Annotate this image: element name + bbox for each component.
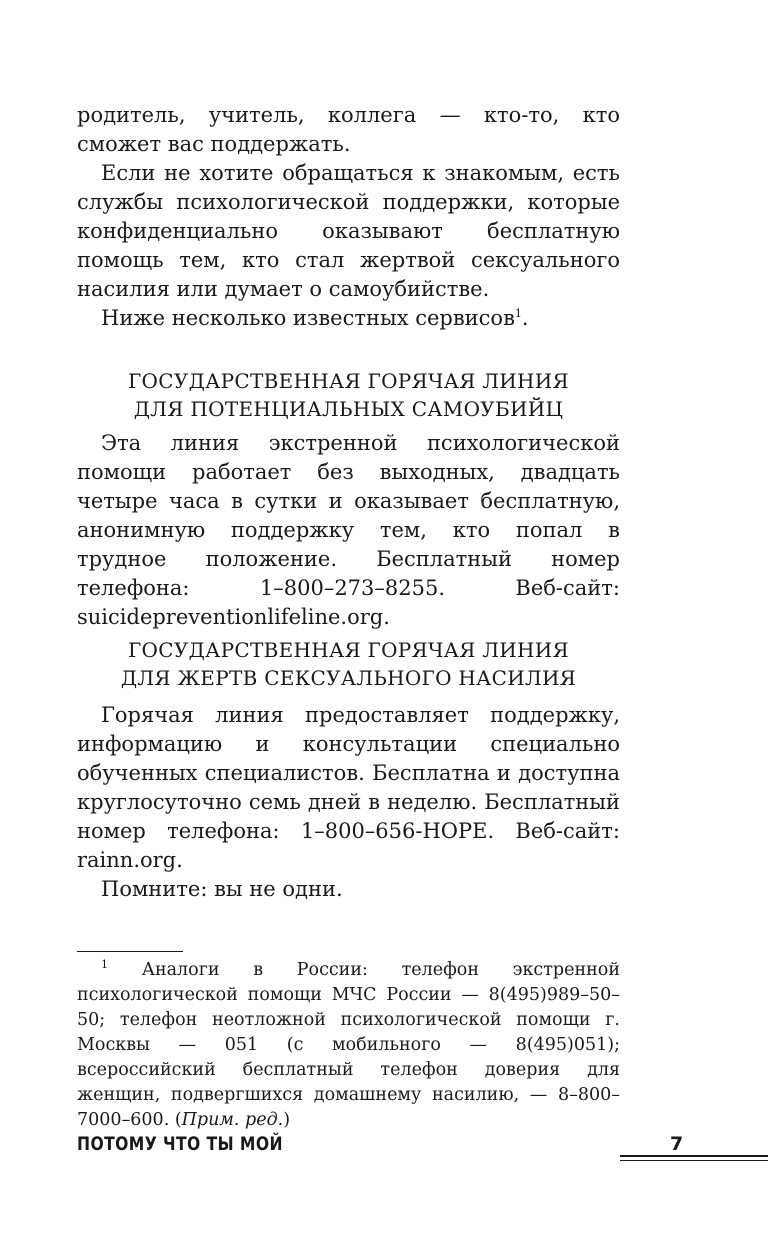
section-1-heading-line-2: ДЛЯ ПОТЕНЦИАЛЬНЫХ САМОУБИЙЦ	[133, 397, 564, 421]
section-2-heading	[77, 636, 620, 692]
footnote-editor-note: Прим. ред.	[181, 1110, 284, 1130]
section-1-body	[77, 429, 620, 632]
footnote	[77, 958, 620, 1133]
paragraph-3	[77, 304, 620, 333]
section-1-heading-line-1: ГОСУДАРСТВЕННАЯ ГОРЯЧАЯ ЛИНИЯ	[128, 369, 569, 393]
closing-line: Помните: вы не одни.	[101, 877, 343, 901]
section-1-heading	[77, 367, 620, 423]
intro-text	[77, 101, 620, 333]
section-2-text: Горячая линия предоставляет поддержку, информацию и консультации специально обученных специалистов. Бесплатна и доступна круглосуточно семь дней в неделю. Бесплатный номер телефона: 1–800–656-HOPE. Веб-сайт: rainn.org.	[77, 703, 620, 872]
section-2-heading-line-2: ДЛЯ ЖЕРТВ СЕКСУАЛЬНОГО НАСИЛИЯ	[120, 666, 577, 690]
paragraph-1: родитель, учитель, коллега — кто-то, кто сможет вас поддержать.	[77, 103, 620, 156]
footnote-paragraph	[77, 958, 620, 1133]
footnote-close: )	[283, 1110, 291, 1130]
footnote-reference[interactable]: 1	[514, 307, 522, 320]
footnote-divider	[77, 951, 183, 952]
page-number: 7	[670, 1133, 684, 1155]
paragraph-3-text: Ниже несколько известных сервисов	[101, 306, 515, 330]
running-footer-title: ПОТОМУ ЧТО ТЫ МОЙ	[77, 1133, 283, 1155]
paragraph-3-end: .	[521, 306, 529, 330]
footer-rule-thick	[620, 1155, 768, 1157]
paragraph-2: Если не хотите обращаться к знакомым, есть службы психологической поддержки, которые конфиденциально оказывают бесплатную помощь тем, кто стал жертвой сексуального насилия или думает о самоубийстве.	[77, 161, 620, 301]
footnote-text: Аналоги в России: телефон экстренной психологической помощи МЧС России — 8(495)989–50–50; телефон неотложной психологической помощи г. Москвы — 051 (с мобильного — 8(495)051); всероссийский бесплатный телефон доверия для женщин, подвергшихся домашнему насилию, — 8–800–7000–600. (	[77, 960, 620, 1130]
footer-rule-thin	[620, 1160, 768, 1161]
footnote-number: 1	[101, 958, 108, 972]
section-1-text: Эта линия экстренной психологической помощи работает без выходных, двадцать четыре часа в сутки и оказывает бесплатную, анонимную поддержку тем, кто попал в трудное положение. Бесплатный номер телефона: 1–800–273–8255. Веб-сайт: suicidepreventionlifeline.org.	[77, 431, 620, 629]
section-2-heading-line-1: ГОСУДАРСТВЕННАЯ ГОРЯЧАЯ ЛИНИЯ	[128, 638, 569, 662]
section-2-body	[77, 701, 620, 904]
